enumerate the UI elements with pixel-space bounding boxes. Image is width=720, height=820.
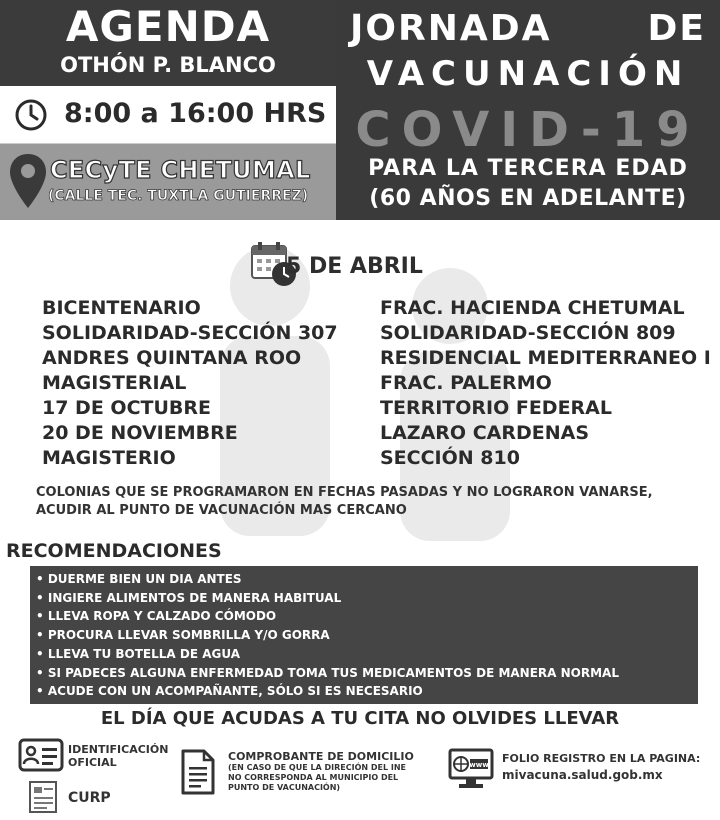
colonias-right-list — [380, 296, 711, 471]
vaccination-date: 5 DE ABRIL — [286, 254, 423, 279]
list-item: • LLEVA TU BOTELLA DE AGUA — [36, 646, 241, 661]
list-item: ANDRES QUINTANA ROO — [42, 347, 302, 369]
location-pin-icon — [8, 152, 48, 212]
age-range: (60 AÑOS EN ADELANTE) — [369, 186, 687, 211]
list-item: MAGISTERIO — [42, 447, 176, 469]
document-icon — [180, 748, 216, 796]
curp-document-icon — [28, 780, 58, 814]
campaign-word-de: DE — [647, 8, 706, 49]
address-title: COMPROBANTE DE DOMICILIO — [228, 750, 414, 763]
www-label: www — [469, 761, 489, 769]
list-item: • LLEVA ROPA Y CALZADO CÓMODO — [36, 609, 277, 624]
list-item: BICENTENARIO — [42, 297, 201, 319]
campaign-header — [336, 0, 720, 220]
location-row — [0, 144, 336, 220]
note-line: COLONIAS QUE SE PROGRAMARON EN FECHAS PASADAS Y NO LOGRARON VANARSE, — [36, 485, 653, 500]
list-item: SOLIDARIDAD-SECCIÓN 809 — [380, 322, 676, 344]
address-note-line: (EN CASO DE QUE LA DIRECIÓN DEL INE — [228, 763, 407, 772]
agenda-title: AGENDA — [65, 2, 271, 51]
id-requirement — [68, 743, 168, 769]
list-item: RESIDENCIAL MEDITERRANEO I — [380, 347, 711, 369]
address-note-line: PUNTO DE VACUNACIÓN) — [228, 783, 341, 792]
list-item: • INGIERE ALIMENTOS DE MANERA HABITUAL — [36, 590, 342, 605]
past-dates-note — [36, 484, 696, 520]
list-item: • ACUDE CON UN ACOMPAÑANTE, SÓLO SI ES NECESARIO — [36, 684, 423, 699]
schedule-row — [0, 86, 336, 144]
list-item: LAZARO CARDENAS — [380, 422, 590, 444]
folio-url: mivacuna.salud.gob.mx — [502, 768, 663, 782]
list-item: 17 DE OCTUBRE — [42, 397, 211, 419]
municipality-name: OTHÓN P. BLANCO — [60, 53, 276, 77]
clock-icon — [14, 98, 48, 132]
location-name: CECyTE CHETUMAL — [50, 156, 311, 184]
list-item: FRAC. HACIENDA CHETUMAL — [380, 297, 685, 319]
id-line1: IDENTIFICACIÓN — [68, 743, 169, 756]
recommendations-title: RECOMENDACIONES — [6, 540, 222, 562]
list-item: • DUERME BIEN UN DIA ANTES — [36, 572, 242, 586]
target-group: PARA LA TERCERA EDAD — [368, 156, 688, 181]
campaign-title-line1 — [350, 8, 706, 49]
location-address: (CALLE TEC. TUXTLA GUTIERREZ) — [48, 188, 309, 204]
bring-items-title: EL DÍA QUE ACUDAS A TU CITA NO OLVIDES LLEVAR — [100, 708, 620, 729]
address-requirement — [228, 750, 414, 793]
recommendations-list — [30, 566, 698, 704]
folio-requirement — [502, 752, 700, 782]
id-line2: OFICIAL — [68, 756, 117, 769]
list-item: TERRITORIO FEDERAL — [380, 397, 612, 419]
list-item: • PROCURA LLEVAR SOMBRILLA Y/O GORRA — [36, 628, 330, 643]
list-item: SECCIÓN 810 — [380, 447, 520, 469]
colonias-left-list — [42, 296, 338, 471]
campaign-word-jornada: JORNADA — [350, 8, 552, 49]
campaign-title-line2: VACUNACIÓN — [366, 54, 690, 94]
note-line: ACUDIR AL PUNTO DE VACUNACIÓN MAS CERCANO — [36, 503, 407, 518]
folio-title: FOLIO REGISTRO EN LA PAGINA: — [502, 752, 701, 765]
list-item: SOLIDARIDAD-SECCIÓN 307 — [42, 322, 338, 344]
covid-title: COVID-19 — [355, 102, 701, 158]
list-item: FRAC. PALERMO — [380, 372, 552, 394]
schedule-time: 8:00 a 16:00 HRS — [64, 98, 327, 129]
address-note-line: NO CORRESPONDA AL MUNICIPIO DEL — [228, 773, 399, 782]
computer-www-icon — [448, 748, 494, 790]
list-item: MAGISTERIAL — [42, 372, 187, 394]
id-card-icon — [18, 738, 64, 772]
agenda-header — [0, 0, 336, 86]
curp-requirement: CURP — [68, 790, 111, 806]
list-item: • SI PADECES ALGUNA ENFERMEDAD TOMA TUS MEDICAMENTOS DE MANERA NORMAL — [36, 665, 619, 680]
list-item: 20 DE NOVIEMBRE — [42, 422, 238, 444]
